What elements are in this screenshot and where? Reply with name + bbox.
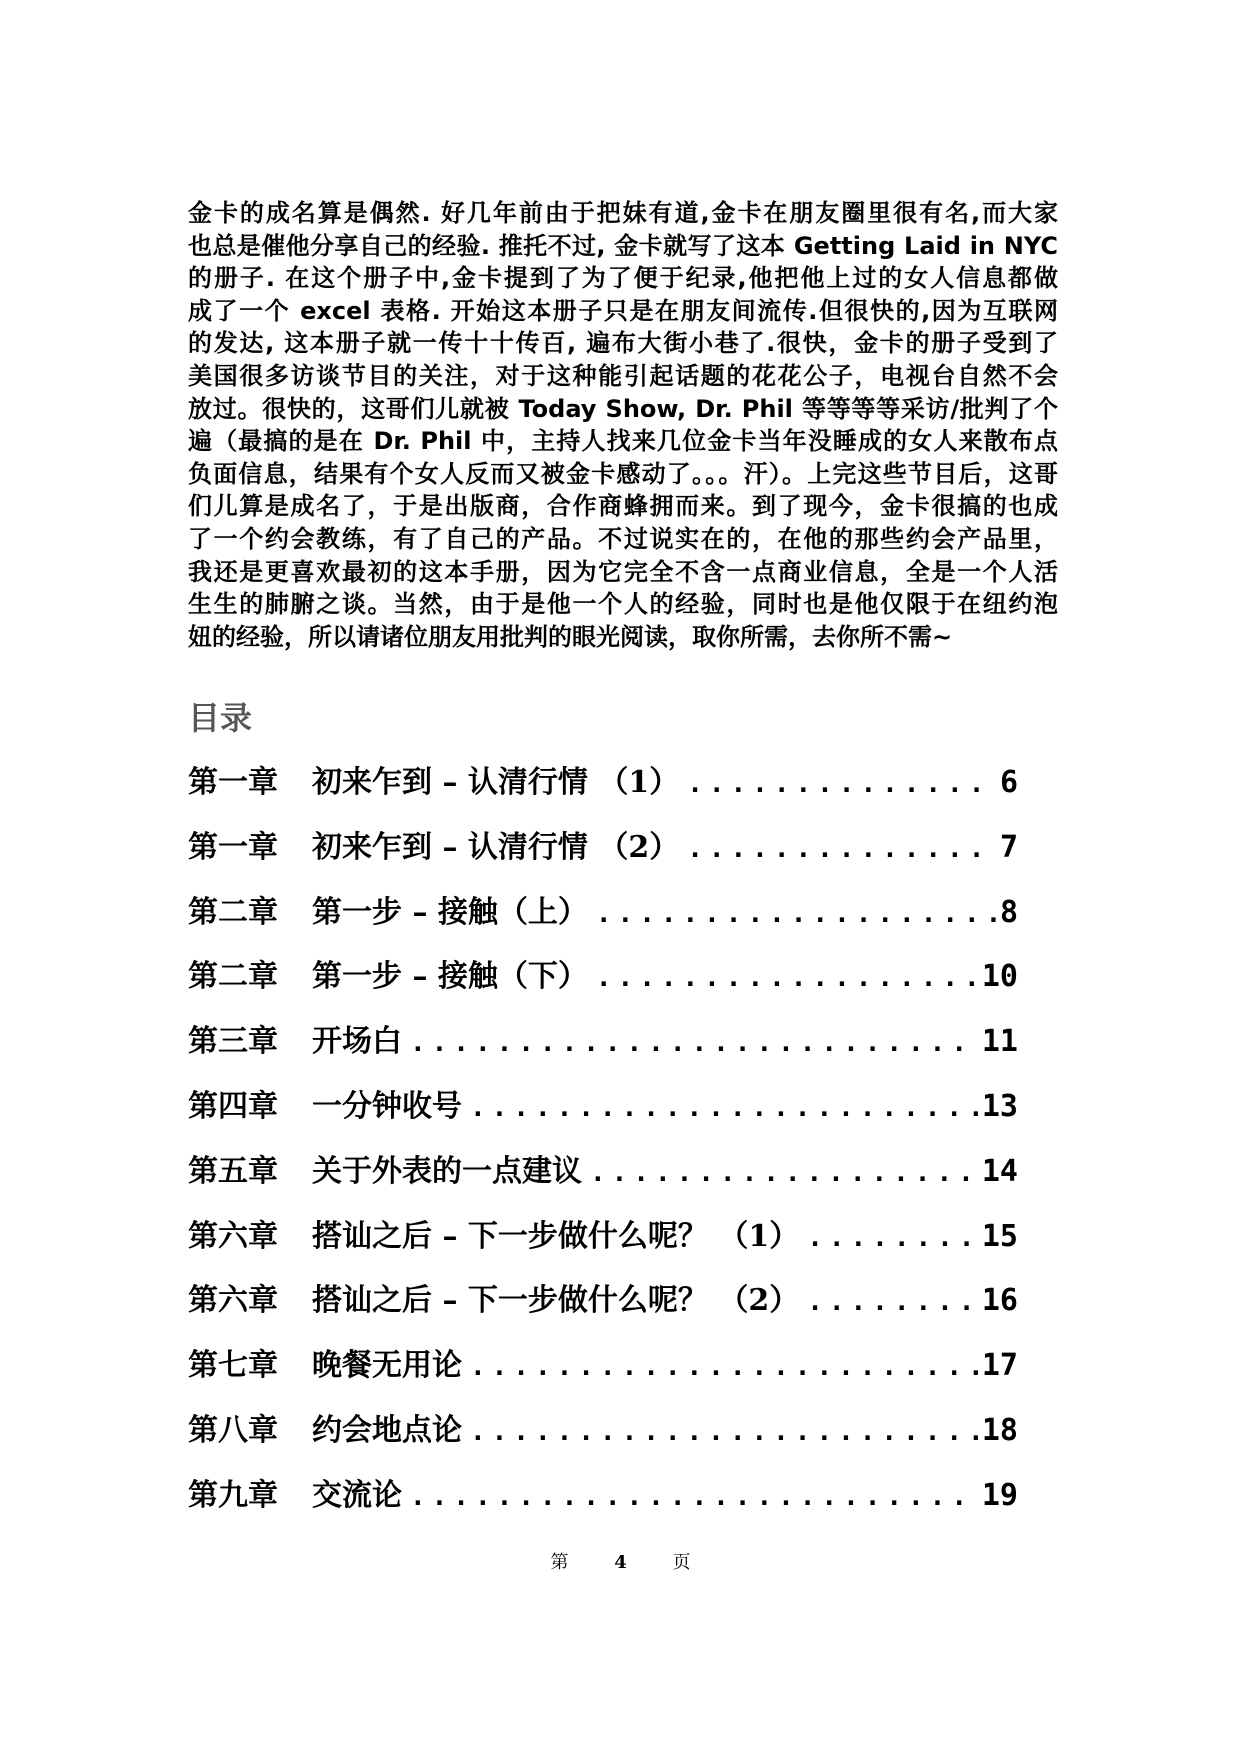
- toc-chapter-label: 第六章: [188, 1283, 278, 1319]
- toc-entry-title: 初来乍到 – 认清行情 （2）: [312, 829, 680, 865]
- toc-entry-title: 初来乍到 – 认清行情 （1）: [312, 765, 680, 800]
- toc-page-number: 15: [981, 1218, 1018, 1254]
- intro-line: 也总是催他分享自己的经验. 推托不过, 金卡就写了这本 Getting Laid in NYC: [188, 231, 1058, 260]
- toc-chapter-label: 第八章: [188, 1412, 278, 1448]
- intro-line: 遍（最搞的是在 Dr. Phil 中，主持人找来几位金卡当年没睡成的女人来散布点: [188, 427, 1058, 456]
- intro-line: 们儿算是成名了，于是出版商，合作商蜂拥而来。到了现今，金卡很搞的也成: [188, 492, 1058, 521]
- toc-page-number: 8: [999, 894, 1018, 930]
- toc-chapter-label: 第五章: [188, 1153, 278, 1189]
- footer-suffix: 页: [672, 1552, 691, 1573]
- toc-page-number: 17: [981, 1348, 1018, 1384]
- toc-dot-leader: [410, 1023, 978, 1063]
- toc-dot-leader: [590, 1153, 978, 1193]
- toc-entry[interactable]: [188, 893, 1018, 958]
- toc-dot-leader: [687, 764, 996, 804]
- intro-line: 成了一个 excel 表格. 开始这本册子只是在朋友间流传.但很快的,因为互联网: [188, 296, 1058, 325]
- toc-dot-leader: [596, 958, 978, 998]
- toc-page-number: 6: [999, 765, 1018, 800]
- toc-chapter-label: 第三章: [188, 1024, 278, 1060]
- toc-chapter-label: 第四章: [188, 1088, 278, 1124]
- toc-page-number: 19: [981, 1477, 1018, 1513]
- toc-entry[interactable]: [188, 1346, 1018, 1411]
- intro-line: 妞的经验，所以请诸位朋友用批判的眼光阅读，取你所需，去你所不需~: [188, 622, 953, 651]
- toc-entry[interactable]: [188, 1411, 1018, 1476]
- toc-dot-leader: [470, 1088, 978, 1128]
- intro-line: 负面信息，结果有个女人反而又被金卡感动了。。。汗）。上完这些节目后，这哥: [188, 459, 1058, 488]
- toc-page-number: 11: [981, 1024, 1018, 1060]
- toc-entry-title: 一分钟收号: [312, 1088, 462, 1124]
- toc-entry[interactable]: [188, 1152, 1018, 1217]
- toc-chapter-label: 第一章: [188, 829, 278, 865]
- toc-page-number: 7: [999, 829, 1018, 865]
- toc-dot-leader: [470, 1412, 978, 1452]
- intro-line: 金卡的成名算是偶然. 好几年前由于把妹有道,金卡在朋友圈里很有名,而大家: [188, 199, 1058, 227]
- footer-page-number: 4: [614, 1552, 627, 1573]
- toc-dot-leader: [807, 1282, 978, 1322]
- toc-chapter-label: 第七章: [188, 1348, 278, 1384]
- toc-dot-leader: [410, 1477, 978, 1517]
- toc-entry[interactable]: [188, 1217, 1018, 1282]
- intro-line: 放过。很快的，这哥们儿就被 Today Show, Dr. Phil 等等等等采访/批判了个: [188, 394, 1058, 423]
- toc-entry[interactable]: [188, 1022, 1018, 1087]
- toc-dot-leader: [596, 894, 996, 934]
- table-of-contents: [188, 763, 1018, 1541]
- intro-paragraph: [188, 197, 1058, 653]
- toc-entry-title: 搭讪之后 – 下一步做什么呢？ （1）: [312, 1218, 800, 1254]
- footer-prefix: 第: [550, 1552, 569, 1573]
- toc-entry-title: 晚餐无用论: [312, 1348, 462, 1384]
- toc-page-number: 18: [981, 1412, 1018, 1448]
- toc-entry-title: 搭讪之后 – 下一步做什么呢？ （2）: [312, 1283, 800, 1319]
- toc-chapter-label: 第六章: [188, 1218, 278, 1254]
- toc-entry[interactable]: [188, 1281, 1018, 1346]
- toc-entry[interactable]: [188, 1476, 1018, 1541]
- intro-line: 了一个约会教练，有了自己的产品。不过说实在的，在他的那些约会产品里，: [188, 524, 1058, 553]
- toc-chapter-label: 第二章: [188, 894, 278, 930]
- intro-line: 美国很多访谈节目的关注，对于这种能引起话题的花花公子，电视台自然不会: [188, 361, 1058, 390]
- toc-dot-leader: [807, 1218, 978, 1258]
- toc-entry-title: 第一步 – 接触（上）: [312, 894, 588, 930]
- toc-entry-title: 开场白: [312, 1024, 402, 1060]
- toc-chapter-label: 第九章: [188, 1477, 278, 1513]
- intro-line: 我还是更喜欢最初的这本手册，因为它完全不含一点商业信息，全是一个人活: [188, 557, 1058, 586]
- toc-entry[interactable]: [188, 957, 1018, 1022]
- toc-page-number: 13: [981, 1088, 1018, 1124]
- toc-page-number: 10: [981, 959, 1018, 995]
- toc-entry-title: 关于外表的一点建议: [312, 1153, 582, 1189]
- toc-entry[interactable]: [188, 1087, 1018, 1152]
- toc-entry[interactable]: [188, 828, 1018, 893]
- toc-dot-leader: [470, 1347, 978, 1387]
- intro-line: 的发达, 这本册子就一传十十传百, 遍布大街小巷了.很快，金卡的册子受到了: [188, 329, 1058, 358]
- toc-entry-title: 交流论: [312, 1477, 402, 1513]
- toc-page-number: 16: [981, 1283, 1018, 1319]
- toc-entry-title: 约会地点论: [312, 1412, 462, 1448]
- toc-dot-leader: [687, 829, 996, 869]
- page-footer: [0, 1551, 1241, 1575]
- toc-page-number: 14: [981, 1153, 1018, 1189]
- intro-line: 的册子. 在这个册子中,金卡提到了为了便于纪录,他把他上过的女人信息都做: [188, 264, 1058, 293]
- toc-heading: 目录: [188, 699, 253, 737]
- toc-entry-title: 第一步 – 接触（下）: [312, 959, 588, 995]
- toc-chapter-label: 第一章: [188, 765, 278, 800]
- toc-chapter-label: 第二章: [188, 959, 278, 995]
- toc-entry[interactable]: [188, 763, 1018, 828]
- intro-line: 生生的肺腑之谈。当然，由于是他一个人的经验，同时也是他仅限于在纽约泡: [188, 590, 1058, 619]
